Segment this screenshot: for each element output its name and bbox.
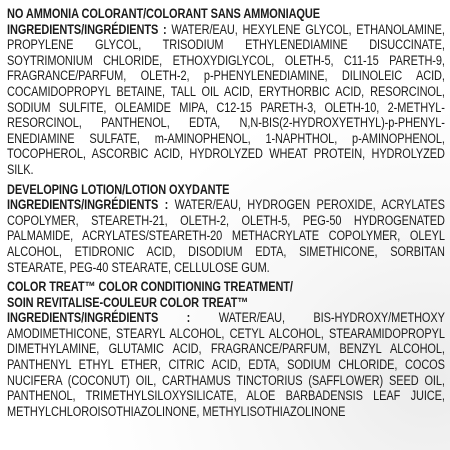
section-title: COLOR TREAT™ COLOR CONDITIONING TREATMENT/: [7, 279, 293, 295]
ingredients-label: INGREDIENTS/INGRÉDIENTS :: [7, 310, 191, 326]
ingredients-label: INGREDIENTS/INGRÉDIENTS :: [7, 197, 169, 213]
section-colorant: [7, 6, 445, 178]
ingredients-panel: [7, 6, 445, 419]
ingredients-list: WATER/EAU, BIS-HYDROXY/METHOXY AMODIMETHICONE, STEARYL ALCOHOL, CETYL ALCOHOL, STEARAMIDOPROPYL DIMETHYLAMINE, GLUTAMIC ACID, FRAGRANCE/PARFUM, BENZYL ALCOHOL, PANTHENYL ETHYL ETHER, CITRIC ACID, EDTA, SODIUM CHLORIDE, COCOS NUCIFERA (COCONUT) OIL, CARTHAMUS TINCTORIUS (SAFFLOWER) SEED OIL, PANTHENOL, TRIMETHYLSILOXYSILICATE, ALOE BARBADENSIS LEAF JUICE, METHYLCHLOROISOTHIAZOLINONE, METHYLISOTHIAZOLINONE: [7, 310, 445, 419]
section-color-treat: [7, 279, 445, 419]
ingredients-list: WATER/EAU, HEXYLENE GLYCOL, ETHANOLAMINE, PROPYLENE GLYCOL, TRISODIUM ETHYLENEDIAMINE DISUCCINATE, SOYTRIMONIUM CHLORIDE, ETHOXYDIGLYCOL, OLETH-5, C11-15 PARETH-9, FRAGRANCE/PARFUM, OLETH-2, p-PHENYLENEDIAMINE, DILINOLEIC ACID, COCAMIDOPROPYL BETAINE, TALL OIL ACID, ERYTHORBIC ACID, RESORCINOL, SODIUM SULFITE, OLEAMIDE MIPA, C12-15 PARETH-3, OLETH-10, 2-METHYL-RESORCINOL, PANTHENOL, EDTA, N,N-BIS(2-HYDROXYETHYL)-p-PHENYL-ENEDIAMINE SULFATE, m-AMINOPHENOL, 1-NAPHTHOL, p-AMINOPHENOL, TOCOPHEROL, ASCORBIC ACID, HYDROLYZED WHEAT PROTEIN, HYDROLYZED SILK.: [7, 21, 445, 177]
section-title: NO AMMONIA COLORANT/COLORANT SANS AMMONIAQUE: [7, 6, 320, 21]
section-title-line-2: SOIN REVITALISE-COULEUR COLOR TREAT™: [7, 294, 249, 310]
ingredients-paragraph: [7, 22, 445, 178]
ingredients-list: WATER/EAU, HYDROGEN PEROXIDE, ACRYLATES COPOLYMER, STEARETH-21, OLETH-2, OLETH-5, PEG-50 HYDROGENATED PALMAMIDE, ACRYLATES/STEARETH-20 METHACRYLATE COPOLYMER, OLEYL ALCOHOL, ETIDRONIC ACID, DISODIUM EDTA, SIMETHICONE, SORBITAN STEARATE, PEG-40 STEARATE, CELLULOSE GUM.: [7, 197, 445, 275]
ingredients-paragraph: [7, 310, 445, 419]
ingredients-label: INGREDIENTS/INGRÉDIENTS :: [7, 21, 167, 37]
section-title: DEVELOPING LOTION/LOTION OXYDANTE: [7, 181, 230, 197]
section-developing-lotion: [7, 182, 445, 276]
ingredients-paragraph: [7, 197, 445, 275]
